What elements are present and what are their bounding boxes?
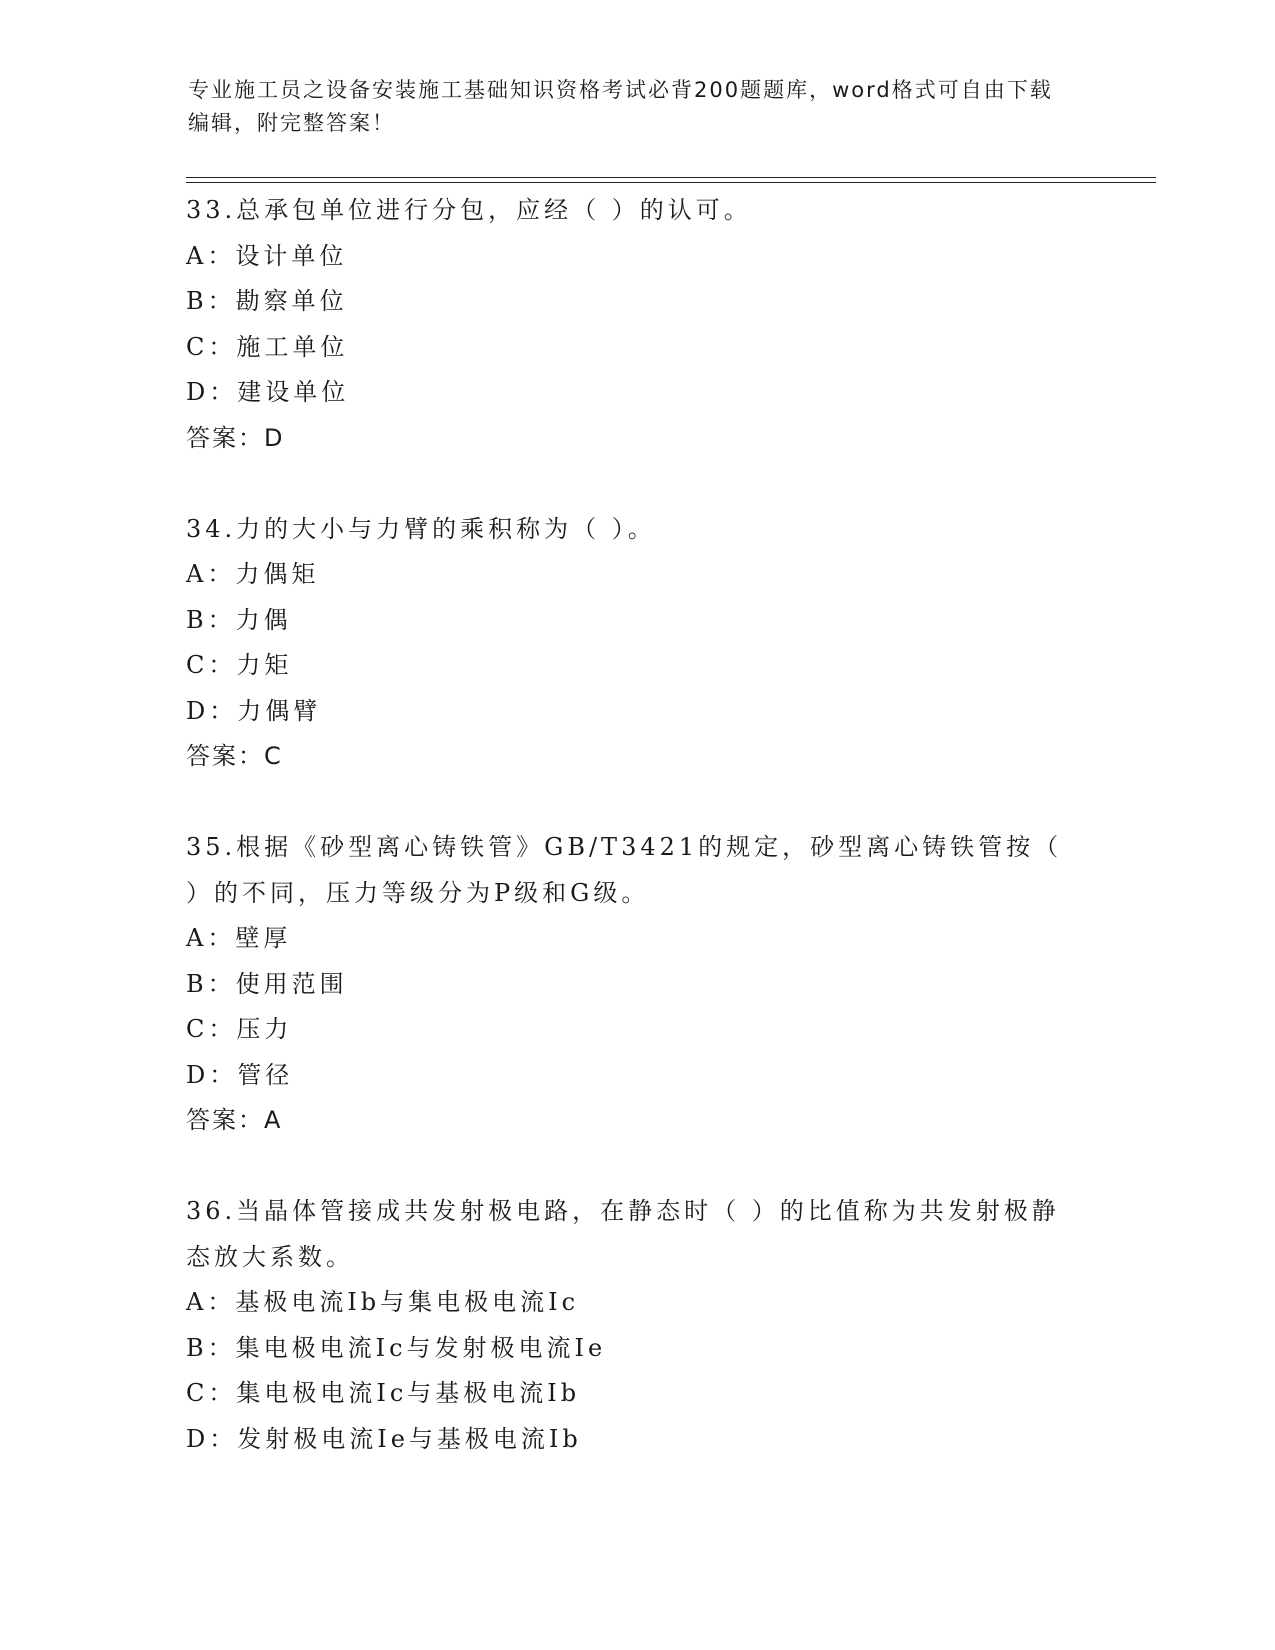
option-c: C：施工单位 <box>186 332 349 361</box>
option-a: A：力偶矩 <box>186 560 320 588</box>
question-list <box>186 188 1086 1462</box>
question-spacer <box>186 1144 1086 1190</box>
option-d: D：力偶臂 <box>186 696 322 725</box>
question-stem: 34.力的大小与力臂的乘积称为（ ）。 <box>186 514 656 543</box>
option-c: C：集电极电流Ic与基极电流Ib <box>186 1379 581 1407</box>
question-stem: 35.根据《砂型离心铸铁管》GB/T3421的规定，砂型离心铸铁管按（ ）的不同，压力等级分为P级和G级。 <box>186 833 1063 907</box>
answer-line: 答案：D <box>186 423 285 452</box>
header-divider-bottom <box>186 182 1156 183</box>
option-b: B：力偶 <box>186 605 292 634</box>
option-b: B：勘察单位 <box>186 287 348 315</box>
question-stem: 36.当晶体管接成共发射极电路，在静态时（ ）的比值称为共发射极静态放大系数。 <box>186 1197 1060 1271</box>
option-d: D：建设单位 <box>186 378 350 406</box>
question-spacer <box>186 780 1086 826</box>
option-a: A：壁厚 <box>186 924 292 952</box>
question-35 <box>186 825 1086 1144</box>
question-spacer <box>186 461 1086 507</box>
option-a: A：基极电流Ib与集电极电流Ic <box>186 1288 580 1316</box>
option-d: D：管径 <box>186 1060 294 1089</box>
option-c: C：力矩 <box>186 651 293 679</box>
question-33 <box>186 188 1086 461</box>
answer-line: 答案：A <box>186 1106 283 1134</box>
document-header: 专业施工员之设备安装施工基础知识资格考试必背200题题库，word格式可自由下载编辑，附完整答案！ <box>188 78 1053 135</box>
answer-line: 答案：C <box>186 742 283 770</box>
question-36 <box>186 1189 1086 1462</box>
option-c: C：压力 <box>186 1015 293 1043</box>
option-b: B：使用范围 <box>186 969 348 998</box>
header-divider-top <box>186 177 1156 178</box>
option-b: B：集电极电流Ic与发射极电流Ie <box>186 1333 607 1362</box>
option-a: A：设计单位 <box>186 241 348 270</box>
question-stem: 33.总承包单位进行分包，应经（ ）的认可。 <box>186 196 752 224</box>
option-d: D：发射极电流Ie与基极电流Ib <box>186 1424 582 1453</box>
question-34 <box>186 507 1086 780</box>
